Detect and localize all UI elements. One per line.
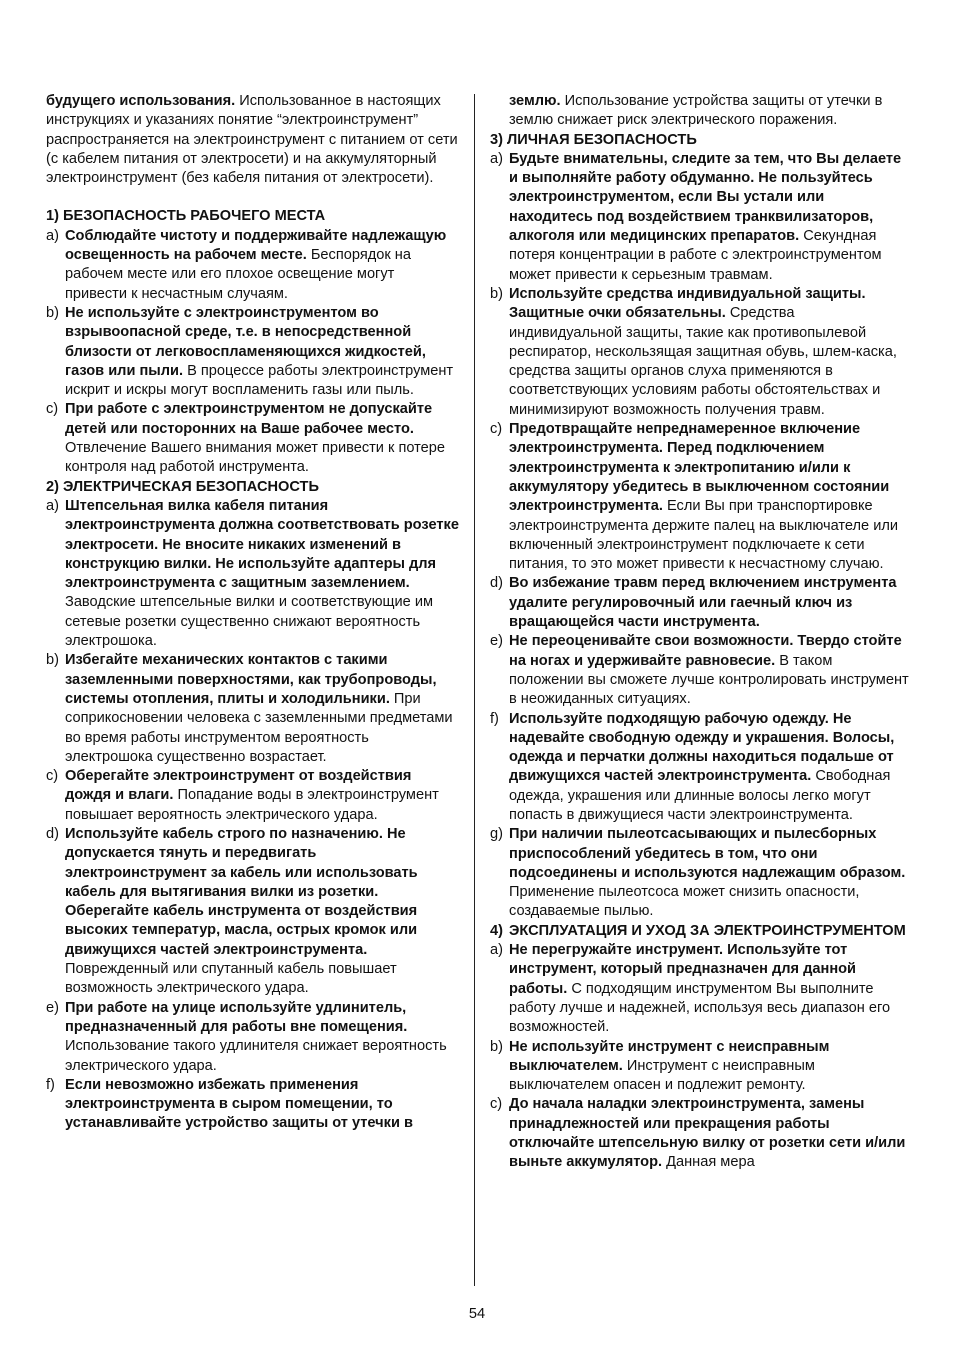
intro-bold: будущего использования. <box>46 93 236 109</box>
item-text <box>509 710 910 826</box>
item-text <box>65 1076 460 1134</box>
item-regular: При соприкосновении человека с заземленными предметами во время работы инструментом вероятность электрошока существенно возрастает. <box>65 690 453 765</box>
continued-text: Использование устройства защиты от утечки в землю снижает риск электрического поражения. <box>509 93 883 129</box>
item-text <box>509 1095 910 1172</box>
continued-bold: землю. <box>509 93 561 109</box>
item-text <box>65 651 460 767</box>
item-letter: e) <box>46 999 59 1016</box>
right-column <box>490 92 910 1173</box>
item-letter: b) <box>46 652 59 669</box>
list-item <box>490 420 910 574</box>
item-bold: До начала наладки электроинструмента, замены принадлежностей или прекращения работы отключайте штепсельную вилку от розетки сети и/или выньте аккумулятор. <box>509 1096 906 1171</box>
item-regular: Применение пылеотсоса может снизить опасности, создаваемые пылью. <box>509 884 860 920</box>
item-regular: Отвлечение Вашего внимания может привести к потере контроля над работой инструмента. <box>65 440 446 476</box>
item-letter: c) <box>46 768 59 785</box>
item-bold: Не используйте с электроинструментом во взрывоопасной среде, т.е. в непосредственной близости от легковоспламеняющихся жидкостей, газов или пыли. <box>65 304 426 379</box>
item-text <box>509 574 910 632</box>
list-item <box>46 304 460 400</box>
item-letter: a) <box>490 150 503 167</box>
item-bold: Соблюдайте чистоту и поддерживайте надлежащую освещенность на рабочем месте. <box>65 227 447 264</box>
item-bold: Оберегайте электроинструмент от воздействия дождя и влаги. <box>65 768 412 804</box>
item-text <box>65 767 460 825</box>
item-regular: Секундная потеря концентрации в работе с электроинструментом может привести к серьезным травмам. <box>509 228 882 283</box>
item-letter: c) <box>490 421 503 438</box>
left-column <box>46 92 460 1134</box>
list-item <box>490 710 910 826</box>
item-text <box>509 420 910 574</box>
item-letter: a) <box>46 497 59 514</box>
list-item <box>46 227 460 304</box>
list-item <box>490 150 910 285</box>
item-regular: Если Вы при транспортировке электроинструмента держите палец на выключателе или включенный электроинструмент подключаете к сети питания, то это может привести к несчастному случаю. <box>509 498 899 573</box>
list-item <box>46 999 460 1076</box>
item-bold: Штепсельная вилка кабеля питания электроинструмента должна соответствовать розетке электросети. Не вносите никаких изменений в конструкцию вилки. Не используйте адаптеры для электроинструмента с защитным заземлением. <box>65 497 459 592</box>
section-1-list <box>46 227 460 478</box>
item-text <box>509 1038 910 1096</box>
section-4-number: 4) <box>490 922 503 939</box>
list-item <box>46 497 460 651</box>
item-bold: Используйте средства индивидуальной защиты. Защитные очки обязательны. <box>509 285 866 322</box>
item-bold: Не перегружайте инструмент. Используйте тот инструмент, который предназначен для данной работы. <box>509 942 857 997</box>
item-text <box>65 825 460 999</box>
item-regular: Инструмент с неисправным выключателем опасен и подлежит ремонту. <box>509 1057 815 1094</box>
item-regular: С подходящим инструментом Вы выполните работу лучше и надежней, используя весь диапазон его возможностей. <box>509 980 891 1036</box>
item-text <box>509 941 910 1037</box>
column-divider <box>474 94 475 1286</box>
item-bold: Не используйте инструмент с неисправным выключателем. <box>509 1038 830 1074</box>
list-item <box>490 632 910 709</box>
list-item <box>490 285 910 420</box>
intro-paragraph <box>46 92 460 188</box>
item-bold: Используйте подходящую рабочую одежду. Не надевайте свободную одежду и украшения. Волосы, одежда и перчатки должны находиться подальше от движущихся частей электроинструмента. <box>509 710 895 785</box>
item-bold: При работе с электроинструментом не допускайте детей или посторонних на Ваше рабочее место. <box>65 401 433 437</box>
item-text <box>65 227 460 304</box>
item-letter: d) <box>46 825 59 842</box>
list-item <box>46 1076 460 1134</box>
item-text <box>65 497 460 651</box>
item-letter: c) <box>46 401 59 418</box>
section-4-title: ЭКСПЛУАТАЦИЯ И УХОД ЗА ЭЛЕКТРОИНСТРУМЕНТОМ <box>509 922 906 939</box>
section-heading-4 <box>490 922 910 941</box>
page-number: 54 <box>468 1306 486 1322</box>
item-letter: f) <box>490 710 499 727</box>
item-regular: Поврежденный или спутанный кабель повышает возможность электрического удара. <box>65 961 397 997</box>
item-bold: При наличии пылеотсасывающих и пылесборных приспособлений убедитесь в том, что они подсоединены и используются надлежащим образом. <box>509 826 906 881</box>
item-text <box>509 825 910 921</box>
continued-paragraph <box>490 92 910 131</box>
list-item <box>46 767 460 825</box>
item-text <box>509 285 910 420</box>
item-text <box>65 400 460 477</box>
item-bold: При работе на улице используйте удлинитель, предназначенный для работы вне помещения. <box>65 999 408 1035</box>
section-4-list <box>490 941 910 1173</box>
section-heading-3: 3) ЛИЧНАЯ БЕЗОПАСНОСТЬ <box>490 131 697 148</box>
item-regular: Заводские штепсельные вилки и соответствующие им сетевые розетки существенно снижают вероятность электрошока. <box>65 594 434 650</box>
list-item <box>490 941 910 1037</box>
list-item <box>46 651 460 767</box>
list-item <box>46 825 460 999</box>
section-3-list <box>490 150 910 922</box>
item-letter: c) <box>490 1096 503 1113</box>
intro-text: Использованное в настоящих инструкциях и указаниях понятие “электроинструмент” распространяется на электроинструмент с питанием от сети (с кабелем питания от электросети) и на аккумуляторный электроинструмент (без кабеля питания от электросети). <box>46 93 458 187</box>
item-bold: Если невозможно избежать применения электроинструмента в сыром помещении, то устанавливайте устройство защиты от утечки в <box>65 1076 413 1132</box>
item-letter: d) <box>490 575 503 592</box>
item-letter: a) <box>490 942 503 959</box>
item-letter: g) <box>490 826 503 843</box>
item-letter: b) <box>490 285 503 302</box>
item-regular: Средства индивидуальной защиты, такие как противопылевой респиратор, нескользящая защитная обувь, шлем-каска, средства защиты органов слуха применяются в соответствующих условиям работы обстоятельствах и минимизируют возможность получения травм. <box>509 305 897 418</box>
item-bold: Будьте внимательны, следите за тем, что Вы делаете и выполняйте работу обдуманно. Не пользуйтесь электроинструментом, если Вы устали или находитесь под воздействием транквилизаторов, алкоголя или медицинских препаратов. <box>509 150 902 245</box>
list-item <box>490 1038 910 1096</box>
item-letter: b) <box>46 304 59 321</box>
list-item <box>490 825 910 921</box>
item-bold: Используйте кабель строго по назначению. Не допускается тянуть и передвигать электроинструмент за кабель или использовать кабель для вытягивания вилки из розетки. Оберегайте кабель инструмента от воздействия высоких температур, масла, острых кромок или движущихся частей электроинструмента. <box>65 825 418 958</box>
list-item <box>46 400 460 477</box>
list-item <box>490 574 910 632</box>
item-letter: b) <box>490 1038 503 1055</box>
item-bold: Не переоценивайте свои возможности. Твердо стойте на ногах и удерживайте равновесие. <box>509 633 902 669</box>
item-regular: В таком положении вы сможете лучше контролировать инструмент в неожиданных ситуациях. <box>509 652 909 708</box>
item-regular: Беспорядок на рабочем месте или его плохое освещение могут привести к несчастным случаям. <box>65 247 411 302</box>
item-letter: e) <box>490 633 503 650</box>
section-heading-1: 1) БЕЗОПАСНОСТЬ РАБОЧЕГО МЕСТА <box>46 208 326 225</box>
item-regular: Использование такого удлинителя снижает вероятность электрического удара. <box>65 1038 447 1074</box>
item-bold: Избегайте механических контактов с такими заземленными поверхностями, как трубопроводы, системы отопления, плиты и холодильники. <box>65 652 437 707</box>
item-regular: Данная мера <box>662 1154 755 1171</box>
item-text <box>509 150 910 285</box>
item-text <box>65 999 460 1076</box>
item-letter: a) <box>46 227 59 244</box>
section-heading-2: 2) ЭЛЕКТРИЧЕСКАЯ БЕЗОПАСНОСТЬ <box>46 478 319 495</box>
section-2-list <box>46 497 460 1134</box>
list-item <box>490 1095 910 1172</box>
item-regular: В процессе работы электроинструмент искрит и искры могут воспламенить газы или пыль. <box>65 362 454 399</box>
item-letter: f) <box>46 1076 55 1093</box>
item-regular: Свободная одежда, украшения или длинные волосы легко могут попасть в движущиеся части электроинструмента. <box>509 768 891 823</box>
item-bold: Во избежание травм перед включением инструмента удалите регулировочный или гаечный ключ из вращающейся части инструмента. <box>509 575 897 631</box>
item-text <box>65 304 460 400</box>
item-text <box>509 632 910 709</box>
item-regular: Попадание воды в электроинструмент повышает вероятность электрического удара. <box>65 787 439 823</box>
item-bold: Предотвращайте непреднамеренное включение электроинструмента. Перед подключением электроинструмента к электропитанию и/или к аккумулятору убедитесь в выключенном состоянии электроинструмента. <box>509 421 890 515</box>
